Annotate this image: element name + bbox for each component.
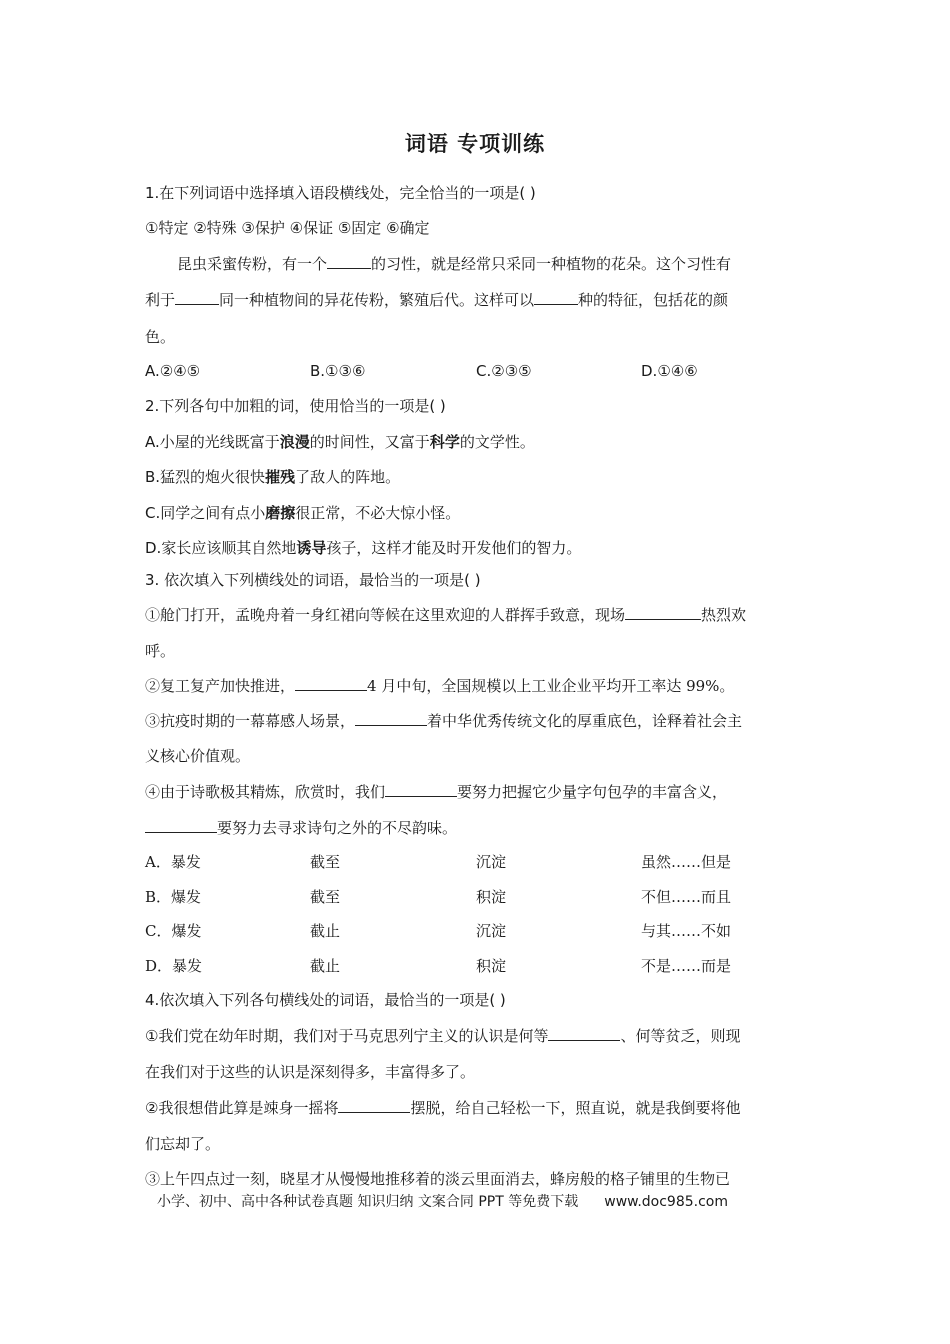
q3-sentence-2: ②复工复产加快推进， 4 月中旬，全国规模以上工业企业平均开工率达 99%。 xyxy=(145,677,735,695)
blank xyxy=(175,290,219,305)
page-footer xyxy=(157,1191,728,1211)
blank xyxy=(145,818,217,833)
q3-row-b-3: 积淀 xyxy=(476,888,507,906)
q3-row-a-1: A．暴发 xyxy=(145,853,201,871)
q4-sentence-1: ①我们党在幼年时期，我们对于马克思列宁主义的认识是何等 、何等贫乏，则现 xyxy=(145,1027,741,1045)
q3-row-d-2: 截止 xyxy=(310,957,341,975)
q2-option-a: A.小屋的光线既富于浪漫的时间性，又富于科学的文学性。 xyxy=(145,433,535,451)
blank xyxy=(625,605,701,620)
blank xyxy=(355,711,427,726)
q3-row-b-1: B．爆发 xyxy=(145,888,202,906)
q1-option-b: B.①③⑥ xyxy=(310,362,366,380)
blank xyxy=(534,290,578,305)
q1-passage-line-3: 色。 xyxy=(145,328,176,346)
q4-sentence-2-cont: 们忘却了。 xyxy=(145,1135,221,1153)
q1-option-a: A.②④⑤ xyxy=(145,362,201,380)
q3-row-d-3: 积淀 xyxy=(476,957,507,975)
q1-option-d: D.①④⑥ xyxy=(641,362,698,380)
q3-row-c-4: 与其……不如 xyxy=(641,922,732,940)
q3-row-b-4: 不但……而且 xyxy=(641,888,732,906)
q3-row-a-4: 虽然……但是 xyxy=(641,853,732,871)
blank xyxy=(338,1098,410,1113)
q4-sentence-1-cont: 在我们对于这些的认识是深刻得多，丰富得多了。 xyxy=(145,1063,476,1081)
q3-row-d-1: D．暴发 xyxy=(145,957,203,975)
q3-sentence-4: ④由于诗歌极其精炼，欣赏时，我们 要努力把握它少量字句包孕的丰富含义， xyxy=(145,783,728,801)
q4-sentence-2: ②我很想借此算是竦身一摇将 摆脱，给自己轻松一下，照直说，就是我倒要将他 xyxy=(145,1099,741,1117)
q4-stem: 4.依次填入下列各句横线处的词语，最恰当的一项是( ) xyxy=(145,991,506,1009)
q2-option-b: B.猛烈的炮火很快摧残了敌人的阵地。 xyxy=(145,468,401,486)
q3-sentence-3: ③抗疫时期的一幕幕感人场景， 着中华优秀传统文化的厚重底色，诠释着社会主 xyxy=(145,712,743,730)
q3-row-a-2: 截至 xyxy=(310,853,341,871)
q3-row-c-2: 截止 xyxy=(310,922,341,940)
q3-row-c-3: 沉淀 xyxy=(476,922,507,940)
q1-passage-line-2: 利于 同一种植物间的异花传粉，繁殖后代。这样可以 种的特征，包括花的颜 xyxy=(145,291,729,309)
q3-sentence-1-cont: 呼。 xyxy=(145,642,176,660)
q3-row-a-3: 沉淀 xyxy=(476,853,507,871)
q3-sentence-4-cont: 要努力去寻求诗句之外的不尽韵味。 xyxy=(145,818,457,838)
q1-passage-line-1: 昆虫采蜜传粉，有一个 的习性，就是经常只采同一种植物的花朵。这个习性有 xyxy=(177,255,732,273)
q2-option-c: C.同学之间有点小磨擦很正常，不必大惊小怪。 xyxy=(145,504,461,522)
blank xyxy=(548,1026,620,1041)
q1-choices: ①特定 ②特殊 ③保护 ④保证 ⑤固定 ⑥确定 xyxy=(145,219,430,237)
page-title: 词语 专项训练 xyxy=(404,131,546,156)
blank xyxy=(327,254,371,269)
q3-row-c-1: C．爆发 xyxy=(145,922,202,940)
blank xyxy=(385,782,457,797)
q2-stem: 2.下列各句中加粗的词，使用恰当的一项是( ) xyxy=(145,397,446,415)
q2-option-d: D.家长应该顺其自然地诱导孩子，这样才能及时开发他们的智力。 xyxy=(145,539,582,557)
footer-site-link[interactable]: www.doc985.com xyxy=(604,1194,728,1210)
q3-sentence-1: ①舱门打开，孟晚舟着一身红裙向等候在这里欢迎的人群挥手致意，现场 热烈欢 xyxy=(145,606,747,624)
footer-text: 小学、初中、高中各种试卷真题 知识归纳 文案合同 PPT 等免费下载 xyxy=(157,1194,579,1210)
q4-sentence-3: ③上午四点过一刻，晓星才从慢慢地推移着的淡云里面消去，蜂房般的格子铺里的生物已 xyxy=(145,1170,731,1188)
q3-sentence-3-cont: 义核心价值观。 xyxy=(145,747,251,765)
q1-option-c: C.②③⑤ xyxy=(476,362,532,380)
q3-row-b-2: 截至 xyxy=(310,888,341,906)
blank xyxy=(295,676,367,691)
q1-stem: 1.在下列词语中选择填入语段横线处，完全恰当的一项是( ) xyxy=(145,184,536,202)
q3-stem: 3. 依次填入下列横线处的词语，最恰当的一项是( ) xyxy=(145,571,481,589)
q3-row-d-4: 不是……而是 xyxy=(641,957,732,975)
